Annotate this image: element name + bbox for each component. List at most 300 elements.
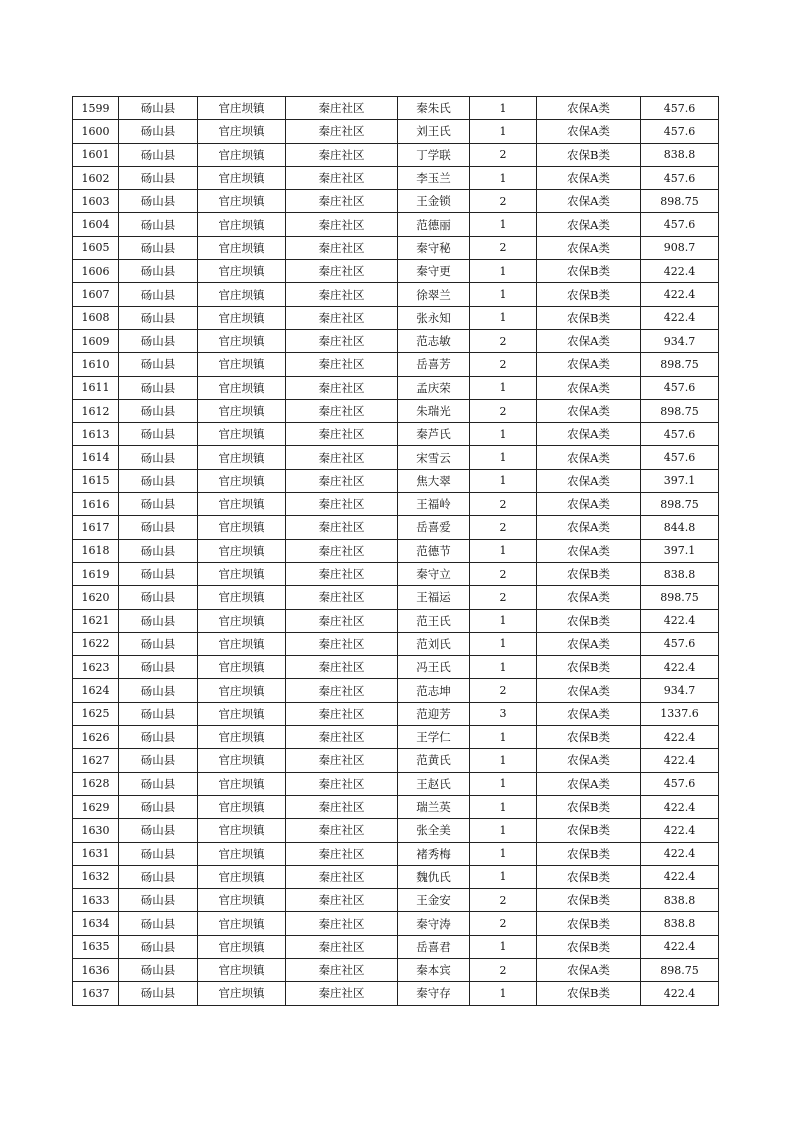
cell-household-size: 1 xyxy=(470,213,537,236)
cell-town: 官庄坝镇 xyxy=(198,236,286,259)
cell-county: 砀山县 xyxy=(119,469,198,492)
cell-household-size: 1 xyxy=(470,795,537,818)
table-row xyxy=(73,656,719,679)
cell-amount: 457.6 xyxy=(641,97,719,120)
cell-household-size: 1 xyxy=(470,935,537,958)
cell-category: 农保A类 xyxy=(537,493,641,516)
cell-household-size: 2 xyxy=(470,516,537,539)
cell-category: 农保A类 xyxy=(537,190,641,213)
cell-household-size: 2 xyxy=(470,399,537,422)
cell-town: 官庄坝镇 xyxy=(198,306,286,329)
cell-county: 砀山县 xyxy=(119,166,198,189)
cell-town: 官庄坝镇 xyxy=(198,329,286,352)
cell-town: 官庄坝镇 xyxy=(198,469,286,492)
cell-county: 砀山县 xyxy=(119,353,198,376)
cell-row-number: 1602 xyxy=(73,166,119,189)
cell-amount: 422.4 xyxy=(641,306,719,329)
cell-category: 农保B类 xyxy=(537,283,641,306)
cell-community: 秦庄社区 xyxy=(286,632,398,655)
cell-household-size: 1 xyxy=(470,376,537,399)
cell-county: 砀山县 xyxy=(119,120,198,143)
cell-name: 朱瑞光 xyxy=(398,399,470,422)
cell-town: 官庄坝镇 xyxy=(198,679,286,702)
cell-amount: 898.75 xyxy=(641,399,719,422)
cell-county: 砀山县 xyxy=(119,982,198,1005)
cell-name: 岳喜爱 xyxy=(398,516,470,539)
cell-community: 秦庄社区 xyxy=(286,795,398,818)
cell-row-number: 1635 xyxy=(73,935,119,958)
table-row xyxy=(73,679,719,702)
cell-county: 砀山县 xyxy=(119,376,198,399)
cell-category: 农保A类 xyxy=(537,329,641,352)
table-row xyxy=(73,283,719,306)
cell-name: 范志坤 xyxy=(398,679,470,702)
cell-row-number: 1603 xyxy=(73,190,119,213)
cell-row-number: 1611 xyxy=(73,376,119,399)
cell-category: 农保B类 xyxy=(537,306,641,329)
cell-county: 砀山县 xyxy=(119,772,198,795)
cell-community: 秦庄社区 xyxy=(286,97,398,120)
cell-household-size: 1 xyxy=(470,772,537,795)
cell-town: 官庄坝镇 xyxy=(198,260,286,283)
cell-name: 秦本宾 xyxy=(398,958,470,981)
table-row xyxy=(73,539,719,562)
cell-county: 砀山县 xyxy=(119,493,198,516)
cell-name: 秦守秘 xyxy=(398,236,470,259)
cell-county: 砀山县 xyxy=(119,446,198,469)
cell-community: 秦庄社区 xyxy=(286,329,398,352)
cell-town: 官庄坝镇 xyxy=(198,702,286,725)
cell-household-size: 2 xyxy=(470,586,537,609)
cell-community: 秦庄社区 xyxy=(286,819,398,842)
cell-community: 秦庄社区 xyxy=(286,889,398,912)
cell-amount: 422.4 xyxy=(641,609,719,632)
cell-category: 农保A类 xyxy=(537,958,641,981)
cell-row-number: 1616 xyxy=(73,493,119,516)
cell-name: 秦朱氏 xyxy=(398,97,470,120)
cell-name: 王福岭 xyxy=(398,493,470,516)
cell-town: 官庄坝镇 xyxy=(198,516,286,539)
table-row xyxy=(73,97,719,120)
cell-amount: 838.8 xyxy=(641,889,719,912)
table-row xyxy=(73,469,719,492)
cell-row-number: 1619 xyxy=(73,562,119,585)
cell-category: 农保B类 xyxy=(537,912,641,935)
cell-county: 砀山县 xyxy=(119,795,198,818)
cell-county: 砀山县 xyxy=(119,912,198,935)
cell-town: 官庄坝镇 xyxy=(198,562,286,585)
cell-household-size: 2 xyxy=(470,493,537,516)
cell-amount: 908.7 xyxy=(641,236,719,259)
cell-town: 官庄坝镇 xyxy=(198,539,286,562)
table-row xyxy=(73,236,719,259)
cell-community: 秦庄社区 xyxy=(286,935,398,958)
table-row xyxy=(73,865,719,888)
cell-amount: 457.6 xyxy=(641,423,719,446)
cell-row-number: 1631 xyxy=(73,842,119,865)
cell-row-number: 1618 xyxy=(73,539,119,562)
cell-county: 砀山县 xyxy=(119,749,198,772)
cell-category: 农保B类 xyxy=(537,819,641,842)
cell-name: 秦守更 xyxy=(398,260,470,283)
cell-household-size: 2 xyxy=(470,353,537,376)
cell-household-size: 2 xyxy=(470,329,537,352)
table-row xyxy=(73,819,719,842)
cell-category: 农保B类 xyxy=(537,609,641,632)
cell-row-number: 1634 xyxy=(73,912,119,935)
cell-household-size: 1 xyxy=(470,819,537,842)
cell-county: 砀山县 xyxy=(119,562,198,585)
cell-county: 砀山县 xyxy=(119,656,198,679)
cell-amount: 422.4 xyxy=(641,260,719,283)
cell-county: 砀山县 xyxy=(119,283,198,306)
cell-category: 农保B类 xyxy=(537,865,641,888)
cell-name: 张全美 xyxy=(398,819,470,842)
cell-amount: 422.4 xyxy=(641,842,719,865)
cell-town: 官庄坝镇 xyxy=(198,493,286,516)
cell-category: 农保B类 xyxy=(537,260,641,283)
cell-town: 官庄坝镇 xyxy=(198,376,286,399)
cell-community: 秦庄社区 xyxy=(286,982,398,1005)
cell-household-size: 1 xyxy=(470,120,537,143)
table-row xyxy=(73,609,719,632)
cell-household-size: 2 xyxy=(470,143,537,166)
cell-community: 秦庄社区 xyxy=(286,539,398,562)
table-row xyxy=(73,562,719,585)
cell-amount: 422.4 xyxy=(641,749,719,772)
cell-amount: 422.4 xyxy=(641,795,719,818)
cell-category: 农保A类 xyxy=(537,120,641,143)
cell-name: 王赵氏 xyxy=(398,772,470,795)
cell-category: 农保B类 xyxy=(537,726,641,749)
cell-category: 农保B类 xyxy=(537,656,641,679)
cell-community: 秦庄社区 xyxy=(286,702,398,725)
cell-county: 砀山县 xyxy=(119,842,198,865)
cell-community: 秦庄社区 xyxy=(286,749,398,772)
cell-household-size: 1 xyxy=(470,726,537,749)
table-row xyxy=(73,143,719,166)
table-row xyxy=(73,399,719,422)
cell-amount: 838.8 xyxy=(641,143,719,166)
table-row xyxy=(73,446,719,469)
cell-row-number: 1599 xyxy=(73,97,119,120)
cell-community: 秦庄社区 xyxy=(286,236,398,259)
cell-county: 砀山县 xyxy=(119,539,198,562)
cell-community: 秦庄社区 xyxy=(286,656,398,679)
cell-category: 农保B类 xyxy=(537,889,641,912)
cell-category: 农保A类 xyxy=(537,236,641,259)
cell-row-number: 1622 xyxy=(73,632,119,655)
cell-row-number: 1620 xyxy=(73,586,119,609)
cell-amount: 838.8 xyxy=(641,912,719,935)
allowance-table xyxy=(72,96,719,1006)
cell-community: 秦庄社区 xyxy=(286,260,398,283)
cell-category: 农保A类 xyxy=(537,213,641,236)
table-row xyxy=(73,726,719,749)
cell-household-size: 2 xyxy=(470,889,537,912)
cell-category: 农保B类 xyxy=(537,982,641,1005)
cell-name: 李玉兰 xyxy=(398,166,470,189)
cell-town: 官庄坝镇 xyxy=(198,889,286,912)
cell-amount: 422.4 xyxy=(641,656,719,679)
cell-category: 农保A类 xyxy=(537,399,641,422)
table-row xyxy=(73,912,719,935)
cell-household-size: 1 xyxy=(470,865,537,888)
table-row xyxy=(73,958,719,981)
cell-household-size: 1 xyxy=(470,423,537,446)
cell-household-size: 2 xyxy=(470,236,537,259)
cell-amount: 422.4 xyxy=(641,726,719,749)
cell-town: 官庄坝镇 xyxy=(198,958,286,981)
table-row xyxy=(73,702,719,725)
cell-amount: 457.6 xyxy=(641,166,719,189)
cell-amount: 934.7 xyxy=(641,329,719,352)
cell-row-number: 1617 xyxy=(73,516,119,539)
cell-amount: 422.4 xyxy=(641,283,719,306)
cell-category: 农保B类 xyxy=(537,143,641,166)
cell-household-size: 1 xyxy=(470,260,537,283)
cell-row-number: 1614 xyxy=(73,446,119,469)
table-row xyxy=(73,353,719,376)
cell-category: 农保B类 xyxy=(537,842,641,865)
cell-county: 砀山县 xyxy=(119,865,198,888)
cell-row-number: 1621 xyxy=(73,609,119,632)
cell-name: 岳喜芳 xyxy=(398,353,470,376)
cell-town: 官庄坝镇 xyxy=(198,446,286,469)
cell-county: 砀山县 xyxy=(119,399,198,422)
cell-community: 秦庄社区 xyxy=(286,679,398,702)
table-row xyxy=(73,329,719,352)
cell-amount: 898.75 xyxy=(641,190,719,213)
cell-amount: 457.6 xyxy=(641,120,719,143)
cell-household-size: 1 xyxy=(470,446,537,469)
cell-category: 农保A类 xyxy=(537,772,641,795)
cell-household-size: 1 xyxy=(470,609,537,632)
cell-household-size: 1 xyxy=(470,842,537,865)
cell-town: 官庄坝镇 xyxy=(198,632,286,655)
cell-amount: 457.6 xyxy=(641,772,719,795)
cell-town: 官庄坝镇 xyxy=(198,353,286,376)
cell-category: 农保A类 xyxy=(537,749,641,772)
table-row xyxy=(73,632,719,655)
cell-category: 农保A类 xyxy=(537,586,641,609)
cell-row-number: 1636 xyxy=(73,958,119,981)
cell-county: 砀山县 xyxy=(119,97,198,120)
cell-name: 王金安 xyxy=(398,889,470,912)
cell-household-size: 3 xyxy=(470,702,537,725)
table-row xyxy=(73,190,719,213)
cell-amount: 422.4 xyxy=(641,935,719,958)
cell-row-number: 1600 xyxy=(73,120,119,143)
cell-community: 秦庄社区 xyxy=(286,190,398,213)
cell-county: 砀山县 xyxy=(119,236,198,259)
cell-community: 秦庄社区 xyxy=(286,423,398,446)
cell-row-number: 1608 xyxy=(73,306,119,329)
cell-community: 秦庄社区 xyxy=(286,493,398,516)
cell-county: 砀山县 xyxy=(119,143,198,166)
cell-row-number: 1607 xyxy=(73,283,119,306)
cell-name: 范德丽 xyxy=(398,213,470,236)
cell-category: 农保A类 xyxy=(537,469,641,492)
cell-row-number: 1609 xyxy=(73,329,119,352)
cell-county: 砀山县 xyxy=(119,190,198,213)
cell-town: 官庄坝镇 xyxy=(198,842,286,865)
cell-community: 秦庄社区 xyxy=(286,912,398,935)
cell-category: 农保A类 xyxy=(537,539,641,562)
cell-town: 官庄坝镇 xyxy=(198,190,286,213)
cell-household-size: 2 xyxy=(470,679,537,702)
cell-town: 官庄坝镇 xyxy=(198,935,286,958)
cell-name: 王学仁 xyxy=(398,726,470,749)
cell-row-number: 1633 xyxy=(73,889,119,912)
cell-county: 砀山县 xyxy=(119,260,198,283)
cell-category: 农保B类 xyxy=(537,935,641,958)
cell-name: 范王氏 xyxy=(398,609,470,632)
cell-row-number: 1627 xyxy=(73,749,119,772)
cell-community: 秦庄社区 xyxy=(286,120,398,143)
cell-town: 官庄坝镇 xyxy=(198,726,286,749)
cell-row-number: 1624 xyxy=(73,679,119,702)
cell-community: 秦庄社区 xyxy=(286,958,398,981)
cell-county: 砀山县 xyxy=(119,935,198,958)
cell-name: 范黄氏 xyxy=(398,749,470,772)
cell-amount: 1337.6 xyxy=(641,702,719,725)
cell-row-number: 1629 xyxy=(73,795,119,818)
cell-household-size: 2 xyxy=(470,958,537,981)
cell-category: 农保A类 xyxy=(537,376,641,399)
cell-town: 官庄坝镇 xyxy=(198,399,286,422)
table-row xyxy=(73,586,719,609)
cell-name: 秦芦氏 xyxy=(398,423,470,446)
cell-county: 砀山县 xyxy=(119,889,198,912)
cell-county: 砀山县 xyxy=(119,516,198,539)
cell-name: 王金锁 xyxy=(398,190,470,213)
cell-name: 刘王氏 xyxy=(398,120,470,143)
cell-town: 官庄坝镇 xyxy=(198,772,286,795)
cell-category: 农保A类 xyxy=(537,702,641,725)
cell-county: 砀山县 xyxy=(119,958,198,981)
cell-name: 宋雪云 xyxy=(398,446,470,469)
cell-town: 官庄坝镇 xyxy=(198,749,286,772)
cell-row-number: 1623 xyxy=(73,656,119,679)
table-row xyxy=(73,166,719,189)
cell-category: 农保A类 xyxy=(537,166,641,189)
cell-name: 瑞兰英 xyxy=(398,795,470,818)
cell-household-size: 1 xyxy=(470,632,537,655)
table-row xyxy=(73,306,719,329)
cell-category: 农保A类 xyxy=(537,516,641,539)
cell-name: 范德节 xyxy=(398,539,470,562)
cell-name: 秦守涛 xyxy=(398,912,470,935)
cell-amount: 397.1 xyxy=(641,539,719,562)
cell-category: 农保B类 xyxy=(537,562,641,585)
cell-community: 秦庄社区 xyxy=(286,376,398,399)
table-row xyxy=(73,423,719,446)
cell-town: 官庄坝镇 xyxy=(198,423,286,446)
cell-household-size: 2 xyxy=(470,562,537,585)
cell-row-number: 1605 xyxy=(73,236,119,259)
table-row xyxy=(73,376,719,399)
table-row xyxy=(73,772,719,795)
table-row xyxy=(73,982,719,1005)
table-row xyxy=(73,120,719,143)
cell-row-number: 1632 xyxy=(73,865,119,888)
cell-row-number: 1604 xyxy=(73,213,119,236)
cell-category: 农保A类 xyxy=(537,423,641,446)
cell-county: 砀山县 xyxy=(119,819,198,842)
cell-household-size: 1 xyxy=(470,982,537,1005)
cell-community: 秦庄社区 xyxy=(286,516,398,539)
cell-amount: 397.1 xyxy=(641,469,719,492)
cell-town: 官庄坝镇 xyxy=(198,166,286,189)
cell-county: 砀山县 xyxy=(119,213,198,236)
cell-county: 砀山县 xyxy=(119,609,198,632)
cell-row-number: 1612 xyxy=(73,399,119,422)
table-body xyxy=(73,97,719,1006)
cell-community: 秦庄社区 xyxy=(286,213,398,236)
cell-town: 官庄坝镇 xyxy=(198,982,286,1005)
cell-row-number: 1630 xyxy=(73,819,119,842)
cell-household-size: 1 xyxy=(470,469,537,492)
cell-row-number: 1625 xyxy=(73,702,119,725)
cell-amount: 457.6 xyxy=(641,632,719,655)
cell-category: 农保A类 xyxy=(537,353,641,376)
table-row xyxy=(73,213,719,236)
cell-town: 官庄坝镇 xyxy=(198,609,286,632)
cell-name: 冯王氏 xyxy=(398,656,470,679)
cell-amount: 898.75 xyxy=(641,958,719,981)
cell-name: 魏仇氏 xyxy=(398,865,470,888)
cell-category: 农保B类 xyxy=(537,795,641,818)
cell-name: 张永知 xyxy=(398,306,470,329)
cell-town: 官庄坝镇 xyxy=(198,143,286,166)
cell-category: 农保A类 xyxy=(537,632,641,655)
cell-household-size: 1 xyxy=(470,656,537,679)
cell-row-number: 1606 xyxy=(73,260,119,283)
cell-town: 官庄坝镇 xyxy=(198,819,286,842)
cell-town: 官庄坝镇 xyxy=(198,656,286,679)
cell-county: 砀山县 xyxy=(119,726,198,749)
cell-household-size: 1 xyxy=(470,539,537,562)
cell-community: 秦庄社区 xyxy=(286,562,398,585)
cell-amount: 898.75 xyxy=(641,586,719,609)
cell-community: 秦庄社区 xyxy=(286,586,398,609)
cell-row-number: 1610 xyxy=(73,353,119,376)
cell-name: 丁学联 xyxy=(398,143,470,166)
cell-category: 农保A类 xyxy=(537,679,641,702)
cell-amount: 422.4 xyxy=(641,819,719,842)
cell-community: 秦庄社区 xyxy=(286,842,398,865)
cell-county: 砀山县 xyxy=(119,632,198,655)
cell-amount: 838.8 xyxy=(641,562,719,585)
cell-amount: 422.4 xyxy=(641,865,719,888)
cell-town: 官庄坝镇 xyxy=(198,213,286,236)
cell-county: 砀山县 xyxy=(119,679,198,702)
cell-row-number: 1626 xyxy=(73,726,119,749)
table-row xyxy=(73,516,719,539)
cell-town: 官庄坝镇 xyxy=(198,586,286,609)
cell-name: 孟庆荣 xyxy=(398,376,470,399)
cell-town: 官庄坝镇 xyxy=(198,283,286,306)
cell-name: 范刘氏 xyxy=(398,632,470,655)
cell-community: 秦庄社区 xyxy=(286,865,398,888)
table-row xyxy=(73,842,719,865)
cell-name: 秦守立 xyxy=(398,562,470,585)
cell-name: 王福运 xyxy=(398,586,470,609)
cell-town: 官庄坝镇 xyxy=(198,912,286,935)
cell-row-number: 1637 xyxy=(73,982,119,1005)
cell-household-size: 1 xyxy=(470,749,537,772)
